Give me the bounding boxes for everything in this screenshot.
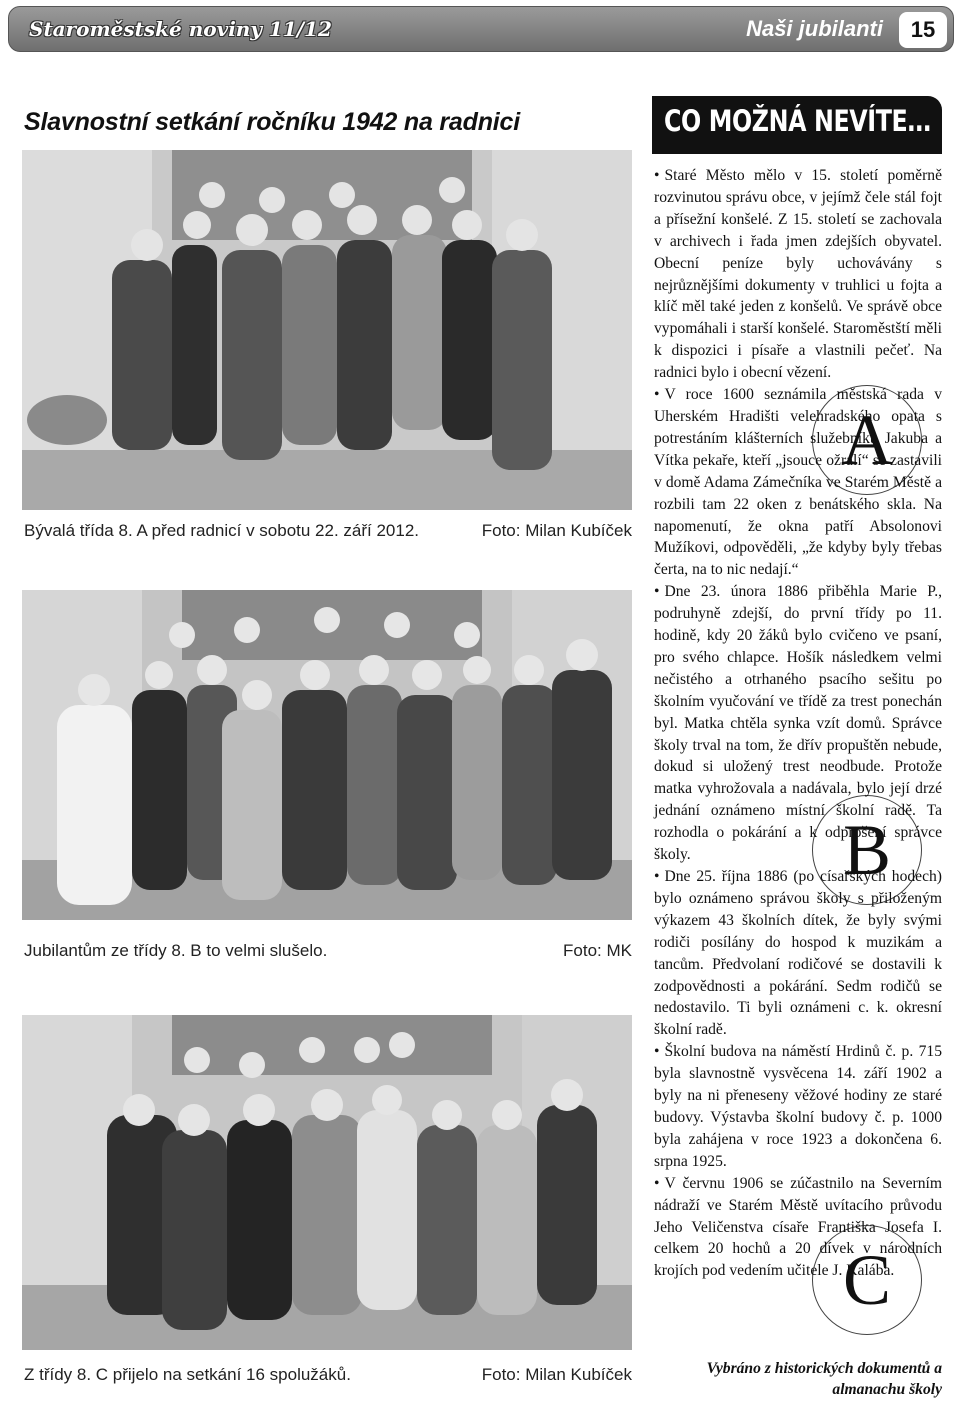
sidebar-heading — [652, 96, 942, 154]
article-title: Slavnostní setkání ročníku 1942 na radnici — [24, 108, 520, 136]
sidebar-body — [654, 165, 942, 1282]
photo-a — [22, 150, 632, 510]
photo-b — [22, 590, 632, 920]
caption-b-credit: Foto: MK — [563, 941, 632, 960]
section-title: Naši jubilanti — [746, 16, 883, 41]
sidebar-signature: Vybráno z historických dokumentů a almanachu školy — [706, 1360, 942, 1398]
sidebar-item: • Dne 25. října 1886 (po císařských hodech) bylo oznámeno správou školy s přiloženým výkazem 43 školních dítek, že byly svými rodiči posílány do hospod k muzikám a tancům. Předvolaní rodičové se dostavili k zodpovědnosti a pokárání. Sedm rodičů se nedostavilo. Ti byli oznámeni c. k. okresní školní radě. — [654, 866, 942, 1041]
sidebar-item: • V červnu 1906 se zúčastnilo na Severním nádraží ve Starém Městě uvítacího průvodu Jeho Veličenstva císaře Františka Josefa I. celkem 20 hochů a 20 dívek v národních krojích pod vedením učitele J. Kalába. — [654, 1173, 942, 1283]
group-photo-a — [22, 150, 632, 510]
sidebar-item: • Školní budova na náměstí Hrdinů č. p. 715 byla slavnostně vysvěcena 14. září 1902 a byly na ni přeneseny věžové hodiny ze staré budovy. Výstavba školní budovy č. p. 1000 byla zahájena v roce 1923 a dokončena 6. srpna 1925. — [654, 1041, 942, 1172]
caption-a-credit: Foto: Milan Kubíček — [481, 521, 632, 540]
publication-title: Staroměstské noviny 11/12 — [29, 17, 332, 41]
photo-letter-a: A — [812, 385, 922, 495]
sidebar-item: • V roce 1600 seznámila městská rada v Uherském Hradišti velehradského opata s potrestáním klášterních služebníků Jakuba a Vítka pekaře, kteří „jsouce ožralí“ se zastavili v domě Adama Zámečníka ve Starém Městě a rozbili tam 22 oken z benátského skla. Na napomenutí, že okna patří Absolonovi Mužíkovi, odpověděli, „že kdyby byly třebas čerta, na to nic nedají.“ — [654, 384, 942, 581]
caption-b-text: Jubilantům ze třídy 8. B to velmi slušelo. — [24, 941, 328, 960]
page-number: 15 — [899, 12, 947, 48]
photo-c — [22, 1015, 632, 1350]
photo-letter-c: C — [812, 1225, 922, 1335]
sidebar-heading-text: CO MOŽNÁ NEVÍTE… — [664, 104, 931, 138]
group-photo-b — [22, 590, 632, 920]
photo-letter-b: B — [812, 795, 922, 905]
caption-c-credit: Foto: Milan Kubíček — [481, 1365, 632, 1384]
group-photo-c — [22, 1015, 632, 1350]
caption-c-text: Z třídy 8. C přijelo na setkání 16 spolužáků. — [24, 1365, 351, 1384]
sidebar-item: • Dne 23. února 1886 přiběhla Marie P., podruhyně zdejší, do první třídy po 11. hodině, kdy 20 žáků bylo cvičeno ve psaní, pro svého chlapce. Hošík následkem velmi nečistého a otrhaného psacího sešitu po školním vyučování ve třídě za trest ponechán byl. Matka chtěla synka vzít domů. Správce školy trval na tom, že dřív propuštěn nebude, dokud si uložený trest neodbude. Protože matka vyhrožovala a nadávala, bylo její drzé jednání oznámeno místní školní radě. Ta rozhodla o pokárání a k odprošení správce školy. — [654, 581, 942, 866]
caption-a-text: Bývalá třída 8. A před radnicí v sobotu 22. září 2012. — [24, 521, 420, 540]
sidebar-item: • Staré Město mělo v 15. století poměrně rozvinutou správu obce, v jejímž čele stál fojt a přísežní konšelé. Z 15. století se zachovala v archivech i řada jmen zdejších obyvatel. Obecní peníze byly uchovávány s nejrůznějšími dokumenty v truhlici u fojta a klíč měl také jeden z konšelů. Ve správě obce vypomáhali i starší konšelé. Staroměstští měli k dispozici i písaře a vlastnili pečeť. Na radnici bylo i obecní vězení. — [654, 165, 942, 384]
page-header — [8, 6, 954, 52]
